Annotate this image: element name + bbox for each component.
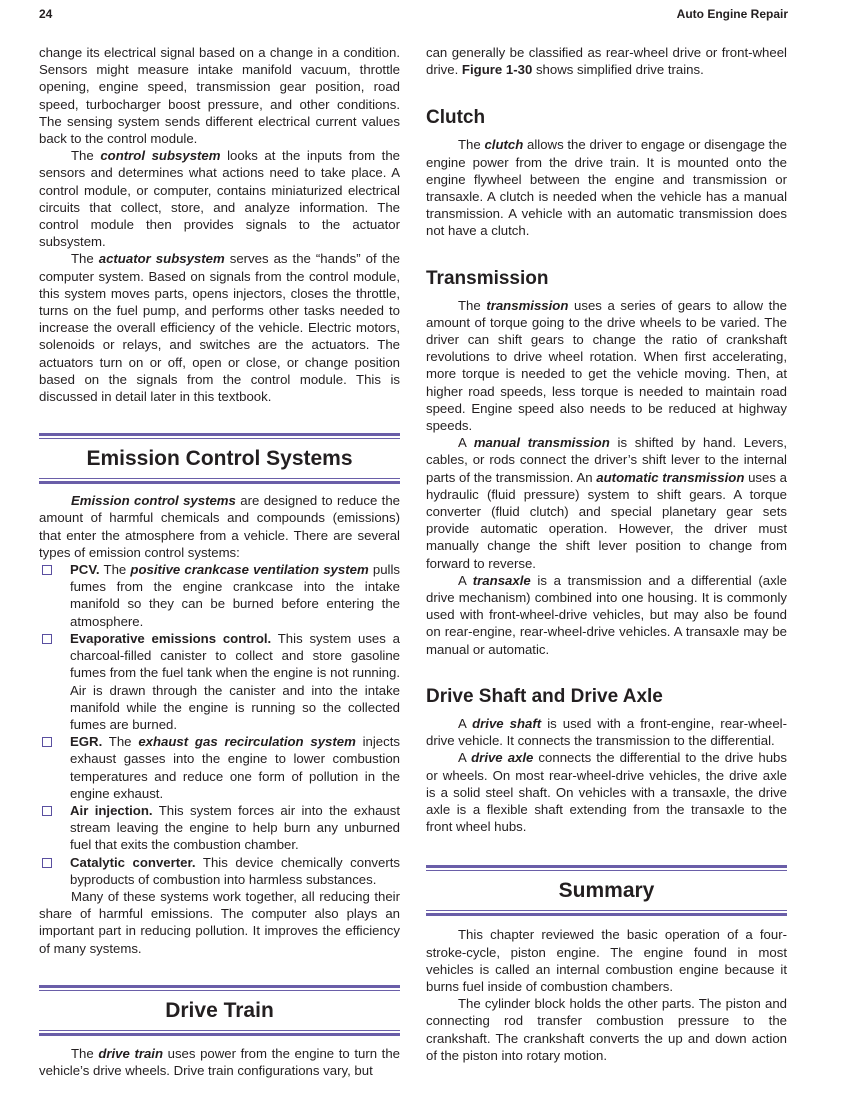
heading-rule — [39, 433, 400, 436]
paragraph-actuator-subsystem: The actuator subsystem serves as the “hands” of the computer system. Based on signals from the control module, this system moves parts, opens injectors, closes the throttle, turns on the fuel pump, and performs other tasks needed to increase the overall efficiency of the vehicle. Electric motors, solenoids or relays, and switches are the actuators. The actuators turn on or off, open or close, or change position based on the signals from the control module. This is discussed in detail later in this textbook. — [39, 251, 400, 405]
list-item-catalytic-converter: Catalytic converter. This device chemically converts byproducts of combustion into harmless substances. — [39, 854, 400, 888]
term-control-subsystem: control subsystem — [100, 148, 221, 164]
heading-rule — [39, 1030, 400, 1031]
list-item-egr: EGR. The exhaust gas recirculation system injects exhaust gasses into the engine to lower combustion temperatures and reduce one form of pollution in the engine exhaust. — [39, 733, 400, 802]
heading-rule — [426, 913, 787, 916]
running-header-title: Auto Engine Repair — [676, 7, 788, 21]
paragraph-clutch: The clutch allows the driver to engage or disengage the engine power from the drive train. It is mounted onto the engine flywheel between the engine and transmission or transaxle. A clutch is needed when the vehicle has a manual transmission. A vehicle with an automatic transmission does not have a clutch. — [426, 137, 787, 239]
term-transmission: transmission — [486, 297, 569, 313]
page-number: 24 — [39, 7, 53, 21]
paragraph-control-subsystem: The control subsystem looks at the inputs from the sensors and determines what actions need to take place. A control module, or computer, contains miniaturized electrical circuits that collect, store, and analyze information. The control module then provides signals to the actuator subsystem. — [39, 148, 400, 250]
checkbox-bullet-icon — [42, 858, 52, 868]
paragraph-manual-automatic: A manual transmission is shifted by hand. Levers, cables, or rods connect the driver’s shift lever to the internal parts of the transmission. An automatic transmission uses a hydraulic (fluid pressure) system to shift gears. A torque converter (fluid clutch) and special planetary gear sets provide automatic operation. However, the driver must manually change the shift lever position to change from forward to reverse. — [426, 435, 788, 571]
heading-rule — [39, 481, 400, 484]
paragraph-drive-shaft: A drive shaft is used with a front-engine, rear-wheel-drive vehicle. It connects the transmission to the differential. — [426, 715, 787, 749]
checkbox-bullet-icon — [42, 737, 52, 747]
checkbox-bullet-icon — [42, 806, 52, 816]
paragraph-drive-axle: A drive axle connects the differential to the drive hubs or wheels. On most rear-wheel-drive vehicles, the drive axle is a solid steel shaft. On vehicles with a transaxle, the drive axle is a flexible shaft extending from the transaxle to the front wheel hubs. — [426, 750, 787, 835]
list-item-pcv: PCV. The positive crankcase ventilation system pulls fumes from the engine crankcase into the intake manifold so they can be burned before entering the atmosphere. — [39, 561, 400, 630]
term-emission-control-systems: Emission control systems — [71, 493, 236, 509]
subheading-drive-shaft-axle: Drive Shaft and Drive Axle — [426, 685, 663, 707]
subheading-clutch: Clutch — [426, 107, 486, 129]
section-heading-summary: Summary — [558, 879, 655, 903]
heading-rule — [426, 910, 787, 911]
paragraph-sensing: change its electrical signal based on a change in a condition. Sensors might measure intake manifold vacuum, throttle opening, engine speed, transmission gear position, road speed, turbocharger boost pressure, and other conditions. The sensing system sends different electrical current values back to the control module. — [39, 45, 400, 147]
paragraph-drive-train: The drive train uses power from the engine to turn the vehicle’s drive wheels. Drive train configurations vary, but — [39, 1045, 400, 1078]
emission-systems-list — [39, 561, 400, 888]
term-drive-axle: drive axle — [471, 750, 534, 766]
checkbox-bullet-icon — [42, 565, 52, 575]
heading-rule — [426, 865, 787, 868]
paragraph-drive-train-cont: can generally be classified as rear-wheel drive or front-wheel drive. Figure 1-30 shows simplified drive trains. — [426, 45, 787, 78]
section-heading-emission: Emission Control Systems — [86, 447, 353, 471]
drivetrain-heading-block — [39, 985, 400, 1036]
emission-heading-block — [39, 433, 400, 484]
subheading-transmission: Transmission — [426, 267, 549, 289]
term-drive-train: drive train — [98, 1045, 164, 1061]
paragraph-summary-2: The cylinder block holds the other parts. The piston and connecting rod transfer combustion pressure to the crankshaft. The crankshaft converts the up and down action of the piston into rotary motion. — [426, 996, 787, 1063]
list-item-evaporative: Evaporative emissions control. This system uses a charcoal-filled canister to collect and store gasoline fumes from the fuel tank when the engine is not running. Air is drawn through the canister and into the intake manifold while the engine is running so the collected fumes are burned. — [39, 630, 400, 733]
paragraph-transaxle: A transaxle is a transmission and a differential (axle drive mechanism) combined into one housing. It is commonly used with front-wheel-drive vehicles, but may also be found on rear-engine, rear-wheel-drive vehicles. A transaxle may be manual or automatic. — [426, 572, 787, 657]
term-automatic-transmission: automatic transmission — [596, 469, 745, 485]
left-column — [39, 44, 400, 1079]
term-transaxle: transaxle — [472, 572, 531, 588]
paragraph-transmission: The transmission uses a series of gears to allow the amount of torque going to the drive wheels to be varied. The driver can shift gears to change the ratio of crankshaft revolutions to drive wheel rotation. When first accelerating, more torque is needed to get the vehicle moving. Then, at higher road speeds, less torque is needed to maintain road speed. Engine speed also needs to be reduced at highway speeds. — [426, 297, 787, 434]
term-manual-transmission: manual transmission — [473, 435, 610, 451]
right-column — [426, 44, 787, 1064]
paragraph-summary-1: This chapter reviewed the basic operation of a four-stroke-cycle, piston engine. The engine found in most vehicles is called an internal combustion engine because it burns fuel inside of combustion chambers. — [426, 927, 787, 994]
term-actuator-subsystem: actuator subsystem — [98, 251, 225, 267]
term-clutch: clutch — [484, 137, 524, 153]
checkbox-bullet-icon — [42, 634, 52, 644]
term-drive-shaft: drive shaft — [472, 715, 542, 731]
heading-rule — [39, 1033, 400, 1036]
heading-rule — [39, 985, 400, 988]
section-heading-drive-train: Drive Train — [165, 998, 274, 1022]
paragraph-emission-intro: Emission control systems are designed to reduce the amount of harmful chemicals and compounds (emissions) that enter the atmosphere from a vehicle. There are several types of emission control systems: — [39, 493, 401, 560]
heading-rule — [39, 478, 400, 479]
list-item-air-injection: Air injection. This system forces air into the exhaust stream leaving the engine to help burn any unburned fuel that exits the combustion chamber. — [39, 802, 400, 854]
paragraph-emission-summary: Many of these systems work together, all reducing their share of harmful emissions. The computer also plays an important part in reducing pollution. It improves the efficiency of many systems. — [39, 888, 400, 956]
summary-heading-block — [426, 865, 787, 916]
figure-reference: Figure 1-30 — [461, 62, 533, 78]
